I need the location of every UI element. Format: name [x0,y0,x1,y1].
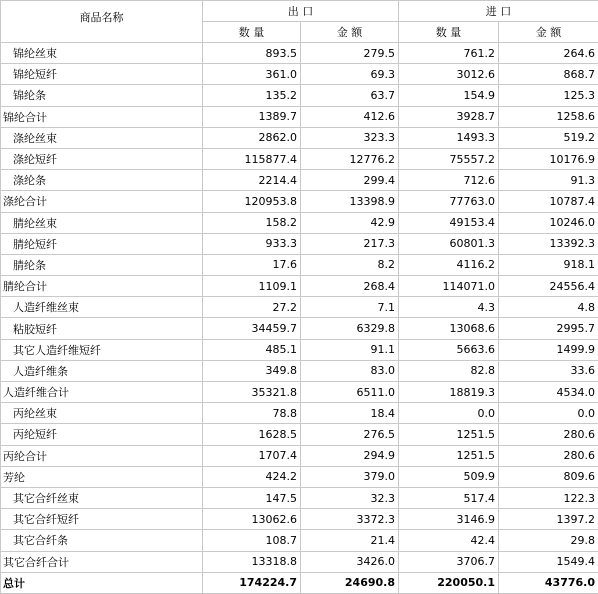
cell-product-name: 人造纤维合计 [1,382,203,403]
cell-export-qty: 17.6 [203,254,301,275]
cell-export-amount: 3372.3 [301,509,399,530]
cell-import-qty: 49153.4 [399,212,499,233]
cell-export-amount: 63.7 [301,85,399,106]
cell-import-amount: 280.6 [499,445,598,466]
cell-import-qty: 75557.2 [399,148,499,169]
cell-import-qty: 60801.3 [399,233,499,254]
cell-product-name: 锦纶丝束 [1,43,203,64]
cell-product-name: 其它合纤丝束 [1,487,203,508]
cell-import-qty: 1493.3 [399,127,499,148]
cell-import-qty: 712.6 [399,170,499,191]
cell-export-qty: 174224.7 [203,572,301,593]
cell-export-qty: 78.8 [203,403,301,424]
cell-import-amount: 868.7 [499,64,598,85]
cell-import-amount: 280.6 [499,424,598,445]
table-row [1,509,598,530]
cell-product-name: 其它人造纤维短纤 [1,339,203,360]
cell-import-amount: 29.8 [499,530,598,551]
cell-export-amount: 3426.0 [301,551,399,572]
cell-import-qty: 4116.2 [399,254,499,275]
cell-product-name: 其它合纤短纤 [1,509,203,530]
table-row [1,254,598,275]
cell-export-amount: 294.9 [301,445,399,466]
cell-product-name: 锦纶合计 [1,106,203,127]
table-row [1,85,598,106]
cell-product-name: 锦纶短纤 [1,64,203,85]
cell-product-name: 芳纶 [1,466,203,487]
cell-export-qty: 1109.1 [203,276,301,297]
cell-export-qty: 147.5 [203,487,301,508]
cell-import-qty: 1251.5 [399,424,499,445]
table-row [1,297,598,318]
cell-export-qty: 349.8 [203,360,301,381]
cell-import-qty: 3146.9 [399,509,499,530]
cell-export-qty: 485.1 [203,339,301,360]
cell-export-qty: 424.2 [203,466,301,487]
cell-export-amount: 379.0 [301,466,399,487]
cell-import-qty: 5663.6 [399,339,499,360]
cell-import-qty: 761.2 [399,43,499,64]
cell-export-qty: 135.2 [203,85,301,106]
cell-import-amount: 13392.3 [499,233,598,254]
cell-import-amount: 0.0 [499,403,598,424]
table-row [1,445,598,466]
cell-import-amount: 10787.4 [499,191,598,212]
cell-export-amount: 7.1 [301,297,399,318]
table-header [1,1,598,43]
cell-export-qty: 933.3 [203,233,301,254]
cell-import-amount: 91.3 [499,170,598,191]
cell-export-qty: 13062.6 [203,509,301,530]
cell-import-qty: 154.9 [399,85,499,106]
cell-export-qty: 158.2 [203,212,301,233]
cell-export-qty: 1389.7 [203,106,301,127]
cell-import-amount: 43776.0 [499,572,598,593]
cell-import-amount: 809.6 [499,466,598,487]
cell-import-amount: 1258.6 [499,106,598,127]
table-row [1,191,598,212]
cell-import-qty: 3928.7 [399,106,499,127]
table-row [1,318,598,339]
cell-export-qty: 108.7 [203,530,301,551]
column-header-product-name: 商品名称 [1,1,203,43]
cell-import-amount: 264.6 [499,43,598,64]
cell-import-amount: 1499.9 [499,339,598,360]
cell-export-amount: 323.3 [301,127,399,148]
cell-import-qty: 77763.0 [399,191,499,212]
cell-import-amount: 519.2 [499,127,598,148]
table-row [1,233,598,254]
table-row [1,551,598,572]
cell-product-name: 涤纶丝束 [1,127,203,148]
table-row [1,106,598,127]
cell-export-amount: 6511.0 [301,382,399,403]
column-header-import-amount: 金 额 [499,22,598,43]
cell-import-qty: 0.0 [399,403,499,424]
cell-export-qty: 2862.0 [203,127,301,148]
cell-export-amount: 24690.8 [301,572,399,593]
table-row [1,170,598,191]
cell-export-amount: 268.4 [301,276,399,297]
cell-import-qty: 509.9 [399,466,499,487]
cell-export-qty: 893.5 [203,43,301,64]
cell-export-qty: 34459.7 [203,318,301,339]
cell-import-amount: 4534.0 [499,382,598,403]
cell-import-qty: 3012.6 [399,64,499,85]
cell-export-qty: 1628.5 [203,424,301,445]
cell-product-name: 丙纶丝束 [1,403,203,424]
table-row [1,382,598,403]
cell-product-name: 总计 [1,572,203,593]
cell-product-name: 涤纶短纤 [1,148,203,169]
cell-import-amount: 1397.2 [499,509,598,530]
cell-export-amount: 217.3 [301,233,399,254]
cell-import-amount: 33.6 [499,360,598,381]
cell-export-amount: 299.4 [301,170,399,191]
column-header-import-qty: 数 量 [399,22,499,43]
cell-export-amount: 276.5 [301,424,399,445]
cell-product-name: 丙纶合计 [1,445,203,466]
cell-import-amount: 122.3 [499,487,598,508]
cell-export-qty: 361.0 [203,64,301,85]
column-header-import: 进 口 [399,1,598,22]
cell-export-amount: 18.4 [301,403,399,424]
table-row [1,403,598,424]
cell-export-amount: 13398.9 [301,191,399,212]
cell-export-amount: 279.5 [301,43,399,64]
cell-export-qty: 35321.8 [203,382,301,403]
cell-product-name: 腈纶丝束 [1,212,203,233]
table-row [1,276,598,297]
cell-import-amount: 1549.4 [499,551,598,572]
cell-product-name: 腈纶合计 [1,276,203,297]
cell-import-qty: 3706.7 [399,551,499,572]
cell-export-amount: 42.9 [301,212,399,233]
cell-import-qty: 1251.5 [399,445,499,466]
cell-product-name: 其它合纤合计 [1,551,203,572]
cell-export-qty: 120953.8 [203,191,301,212]
cell-product-name: 人造纤维丝束 [1,297,203,318]
cell-export-amount: 21.4 [301,530,399,551]
header-row-top [1,1,598,22]
cell-import-amount: 4.8 [499,297,598,318]
cell-import-amount: 2995.7 [499,318,598,339]
cell-import-amount: 10176.9 [499,148,598,169]
cell-export-qty: 1707.4 [203,445,301,466]
cell-import-qty: 82.8 [399,360,499,381]
cell-import-amount: 10246.0 [499,212,598,233]
cell-export-qty: 2214.4 [203,170,301,191]
cell-import-qty: 18819.3 [399,382,499,403]
cell-product-name: 人造纤维条 [1,360,203,381]
cell-export-amount: 412.6 [301,106,399,127]
table-row [1,212,598,233]
cell-import-amount: 125.3 [499,85,598,106]
table-row [1,43,598,64]
cell-product-name: 锦纶条 [1,85,203,106]
cell-product-name: 腈纶条 [1,254,203,275]
cell-export-amount: 83.0 [301,360,399,381]
cell-import-qty: 13068.6 [399,318,499,339]
cell-export-qty: 13318.8 [203,551,301,572]
table-row [1,424,598,445]
cell-product-name: 涤纶合计 [1,191,203,212]
cell-product-name: 其它合纤条 [1,530,203,551]
table-row [1,487,598,508]
column-header-export: 出 口 [203,1,399,22]
table-row [1,148,598,169]
cell-export-amount: 32.3 [301,487,399,508]
column-header-export-amount: 金 额 [301,22,399,43]
column-header-export-qty: 数 量 [203,22,301,43]
table-row [1,360,598,381]
cell-export-amount: 12776.2 [301,148,399,169]
cell-import-qty: 220050.1 [399,572,499,593]
cell-export-amount: 91.1 [301,339,399,360]
cell-export-amount: 69.3 [301,64,399,85]
cell-import-qty: 517.4 [399,487,499,508]
table-row-total [1,572,598,593]
cell-import-qty: 42.4 [399,530,499,551]
table-row [1,339,598,360]
cell-import-amount: 24556.4 [499,276,598,297]
cell-export-qty: 27.2 [203,297,301,318]
table-row [1,466,598,487]
cell-export-amount: 8.2 [301,254,399,275]
cell-export-qty: 115877.4 [203,148,301,169]
cell-import-qty: 114071.0 [399,276,499,297]
cell-product-name: 腈纶短纤 [1,233,203,254]
cell-export-amount: 6329.8 [301,318,399,339]
table-row [1,64,598,85]
cell-product-name: 粘胶短纤 [1,318,203,339]
table-body [1,43,598,594]
table-row [1,127,598,148]
table-row [1,530,598,551]
cell-product-name: 涤纶条 [1,170,203,191]
cell-import-amount: 918.1 [499,254,598,275]
cell-import-qty: 4.3 [399,297,499,318]
cell-product-name: 丙纶短纤 [1,424,203,445]
